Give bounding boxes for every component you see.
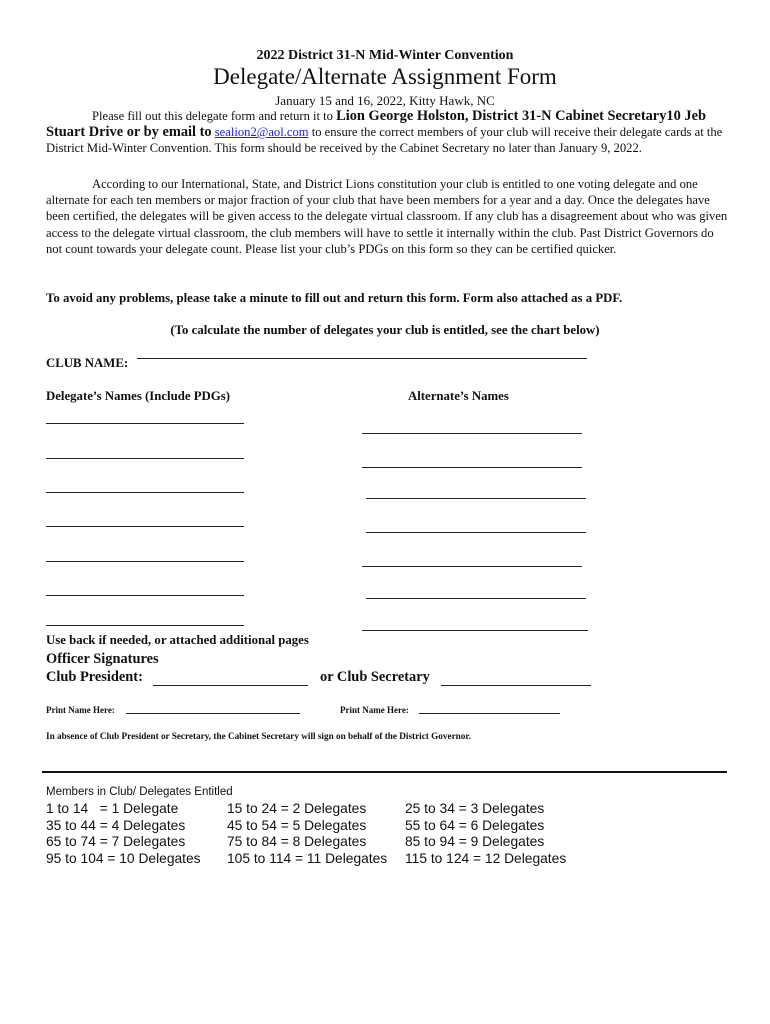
alternate-name-field-5[interactable] [362,566,582,567]
delegate-name-field-2[interactable] [46,458,244,459]
alternates-header: Alternate’s Names [408,389,509,403]
intro-paragraph [46,108,728,157]
chart-cell: 55 to 64 = 6 Delegates [405,818,545,833]
club-secretary-signature-field[interactable] [441,685,591,686]
delegate-name-field-5[interactable] [46,561,244,562]
constitution-text: According to our International, State, and District Lions constitution your club is entitled to one voting delegate and one alternate for each ten members or major fraction of your club that have been members for a year and a day. Once the delegates have been certified, the delegates will be given access to the delegate virtual classroom. If any club has a disagreement about who was given access to the delegate virtual classroom, the club members will have to settle it internally within the club. Past District Governors do not count towards your delegate count. Please list your club’s PDGs on this form so they can be certified quicker. [46,177,728,256]
chart-cell: 75 to 84 = 8 Delegates [227,834,367,849]
section-divider [42,771,727,773]
club-name-field[interactable] [137,358,587,359]
club-secretary-label: or Club Secretary [320,669,430,685]
avoid-problems-note: To avoid any problems, please take a minute to fill out and return this form. Form also attached as a PDF. [46,291,623,305]
return-address: Lion George Holston, District 31-N Cabinet Secretary10 Jeb Stuart Drive or by email to [46,108,706,141]
chart-cell: 35 to 44 = 4 Delegates [46,818,186,833]
delegate-chart-title: Members in Club/ Delegates Entitled [46,786,233,798]
delegate-name-field-7[interactable] [46,625,244,626]
alternate-name-field-1[interactable] [362,433,582,434]
delegate-name-field-1[interactable] [46,423,244,424]
officer-signatures-title: Officer Signatures [46,651,159,667]
print-name-label-secretary: Print Name Here: [340,705,409,715]
chart-cell: 85 to 94 = 9 Delegates [405,834,545,849]
club-president-signature-field[interactable] [153,685,308,686]
club-name-label: CLUB NAME: [46,356,129,370]
delegate-name-field-3[interactable] [46,492,244,493]
calculate-note: (To calculate the number of delegates your club is entitled, see the chart below) [170,323,600,337]
convention-dates: January 15 and 16, 2022, Kitty Hawk, NC [275,93,495,108]
alternate-name-field-7[interactable] [362,630,588,631]
form-title: Delegate/Alternate Assignment Form [213,64,557,89]
chart-cell: 105 to 114 = 11 Delegates [227,851,388,866]
print-name-field-secretary[interactable] [419,713,560,714]
print-name-field-president[interactable] [126,713,300,714]
chart-cell: 45 to 54 = 5 Delegates [227,818,367,833]
chart-cell: 95 to 104 = 10 Delegates [46,851,201,866]
intro-text-end: to ensure the correct members of your club will receive their delegate cards at the District Mid-Winter Convention. This form should be received by the Cabinet Secretary no later than January 9, 2022. [46,125,723,156]
delegates-header: Delegate’s Names (Include PDGs) [46,389,230,403]
delegate-name-field-4[interactable] [46,526,244,527]
chart-cell: 25 to 34 = 3 Delegates [405,801,545,816]
chart-cell: 65 to 74 = 7 Delegates [46,834,186,849]
intro-text-start: Please fill out this delegate form and return it to [92,109,337,123]
use-back-note: Use back if needed, or attached additional pages [46,633,309,647]
chart-cell: 1 to 14 = 1 Delegate [46,801,179,816]
convention-heading: 2022 District 31-N Mid-Winter Convention [256,48,514,63]
alternate-name-field-6[interactable] [366,598,586,599]
absence-note: In absence of Club President or Secretary, the Cabinet Secretary will sign on behalf of the District Governor. [46,731,471,741]
alternate-name-field-3[interactable] [366,498,586,499]
print-name-label-president: Print Name Here: [46,705,115,715]
alternate-name-field-4[interactable] [366,532,586,533]
club-president-label: Club President: [46,669,143,685]
chart-cell: 15 to 24 = 2 Delegates [227,801,367,816]
email-link[interactable]: sealion2@aol.com [214,125,309,140]
chart-cell: 115 to 124 = 12 Delegates [405,851,567,866]
delegate-name-field-6[interactable] [46,595,244,596]
constitution-paragraph [46,176,728,257]
alternate-name-field-2[interactable] [362,467,582,468]
